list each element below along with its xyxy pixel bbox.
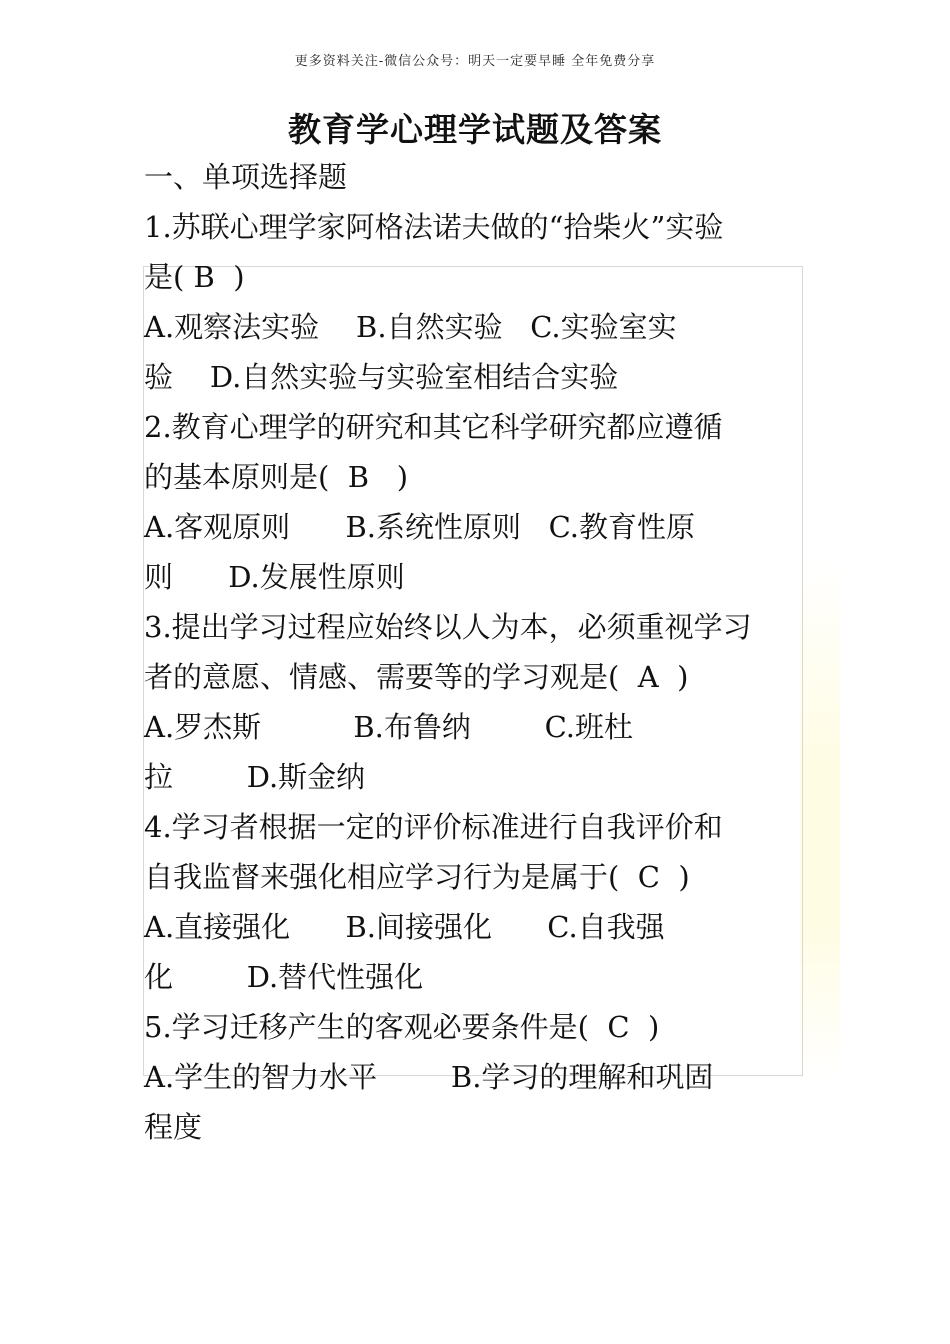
document-body [144, 152, 812, 1152]
question-5-stem: 5.学习迁移产生的客观必要条件是( C ) [144, 1010, 660, 1044]
question-1-stem: 1.苏联心理学家阿格法诺夫做的“拾柴火”实验 [144, 210, 724, 244]
page-header: 更多资料关注-微信公众号：明天一定要早睡 全年免费分享 [294, 54, 656, 69]
question-4-options: A.直接强化 B.间接强化 C.自我强 [144, 910, 665, 944]
question-1-options: A.观察法实验 B.自然实验 C.实验室实 [144, 310, 677, 344]
section-heading: 一、单项选择题 [144, 160, 348, 194]
question-2-stem: 2.教育心理学的研究和其它科学研究都应遵循 [144, 410, 723, 444]
question-3-stem: 3.提出学习过程应始终以人为本，必须重视学习 [144, 610, 752, 644]
question-1-answer: 是( B ) [144, 260, 245, 294]
question-2-options-cont: 则 D.发展性原则 [144, 560, 405, 594]
question-3-options: A.罗杰斯 B.布鲁纳 C.班杜 [144, 710, 633, 744]
question-5-options: A.学生的智力水平 B.学习的理解和巩固 [144, 1060, 714, 1094]
question-3-answer: 者的意愿、情感、需要等的学习观是( A ) [144, 660, 689, 694]
question-2-answer: 的基本原则是( B ) [144, 460, 409, 494]
question-5-options-cont: 程度 [144, 1110, 203, 1144]
question-4-stem: 4.学习者根据一定的评价标准进行自我评价和 [144, 810, 723, 844]
question-4-answer: 自我监督来强化相应学习行为是属于( C ) [144, 860, 690, 894]
question-1-options-cont: 验 D.自然实验与实验室相结合实验 [144, 360, 619, 394]
question-2-options: A.客观原则 B.系统性原则 C.教育性原 [144, 510, 696, 544]
document-title: 教育学心理学试题及答案 [288, 110, 662, 149]
question-4-options-cont: 化 D.替代性强化 [144, 960, 424, 994]
question-3-options-cont: 拉 D.斯金纳 [144, 760, 366, 794]
